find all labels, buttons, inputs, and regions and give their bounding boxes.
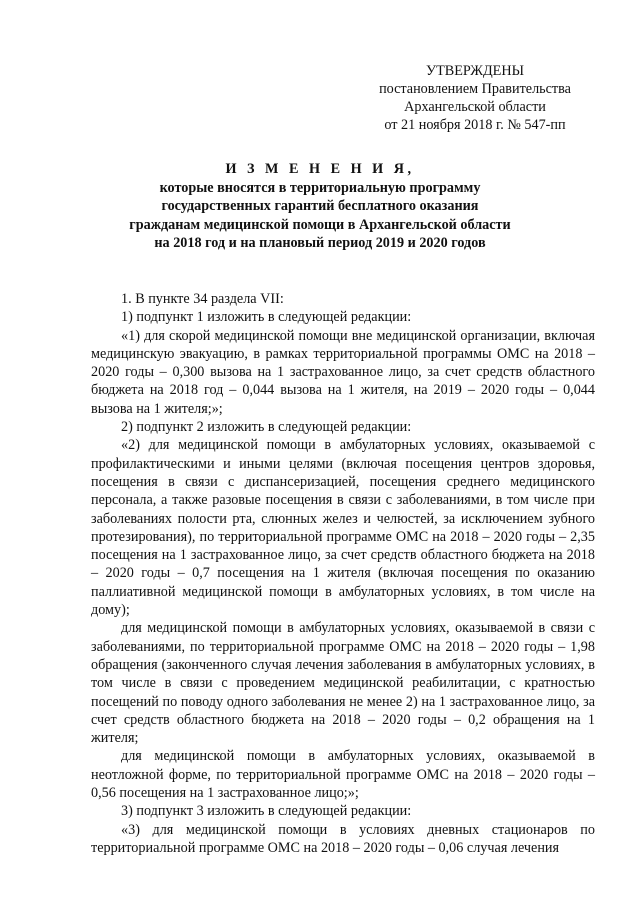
- paragraph: 1) подпункт 1 изложить в следующей редакции:: [121, 309, 412, 326]
- document-body: [91, 290, 595, 857]
- approval-line: УТВЕРЖДЕНЫ: [426, 63, 524, 79]
- document-title: [90, 160, 550, 253]
- title-line: гражданам медицинской помощи в Архангельской области: [129, 216, 511, 233]
- approval-line: от 21 ноября 2018 г. № 547-пп: [384, 117, 566, 133]
- paragraph: «3) для медицинской помощи в условиях дневных стационаров по территориальной программе ОМС на 2018 – 2020 годы – 0,06 случая лечения: [91, 821, 595, 856]
- title-line: на 2018 год и на плановый период 2019 и 2020 годов: [154, 235, 486, 251]
- paragraph: для медицинской помощи в амбулаторных условиях, оказываемой в неотложной форме, по территориальной программе ОМС на 2018 – 2020 годы – 0,56 посещения на 1 застрахованное лицо;»;: [91, 748, 595, 802]
- paragraph: 1. В пункте 34 раздела VII:: [121, 291, 284, 307]
- approval-line: Архангельской области: [404, 99, 546, 115]
- approval-line: постановлением Правительства: [379, 81, 571, 97]
- paragraph: для медицинской помощи в амбулаторных условиях, оказываемой в связи с заболеваниями, по территориальной программе ОМС на 2018 – 2020 годы – 1,98 обращения (законченного случая лечения заболевания в амбулаторных условиях, в том числе в связи с проведением медицинской реабилитации, с кратностью посещений по поводу одного заболевания не менее 2) на 1 застрахованное лицо, за счет средств областного бюджета на 2018 – 2020 годы – 0,2 обращения на 1 жителя;: [91, 620, 595, 747]
- title-line: государственных гарантий бесплатного оказания: [161, 198, 479, 214]
- paragraph: 3) подпункт 3 изложить в следующей редакции:: [121, 803, 412, 820]
- paragraph: 2) подпункт 2 изложить в следующей редакции:: [121, 419, 412, 436]
- paragraph: «2) для медицинской помощи в амбулаторных условиях, оказываемой с профилактическими и иными целями (включая посещения центров здоровья, посещения в связи с диспансеризацией, посещения среднего медицинского персонала, а также разовые посещения в связи с заболеваниями, в том числе при заболеваниях полости рта, слюнных желез и челюстей, за исключением зубного протезирования), по территориальной программе ОМС на 2018 – 2020 годы – 2,35 посещения на 1 застрахованное лицо, за счет средств областного бюджета на 2018 – 2020 годы – 0,7 посещения на 1 жителя (включая посещения по оказанию паллиативной медицинской помощи в амбулаторных условиях, в том числе на дому);: [91, 437, 595, 619]
- paragraph: «1) для скорой медицинской помощи вне медицинской организации, включая медицинскую эвакуацию, в рамках территориальной программы ОМС на 2018 – 2020 годы – 0,300 вызова на 1 застрахованное лицо, за счет средств областного бюджета на 2018 год – 0,044 вызова на 1 жителя, на 2019 – 2020 годы – 0,044 вызова на 1 жителя;»;: [91, 327, 595, 417]
- title-heading: И З М Е Н Е Н И Я,: [225, 161, 415, 177]
- approval-block: [360, 62, 590, 134]
- title-line: которые вносятся в территориальную программу: [159, 179, 481, 196]
